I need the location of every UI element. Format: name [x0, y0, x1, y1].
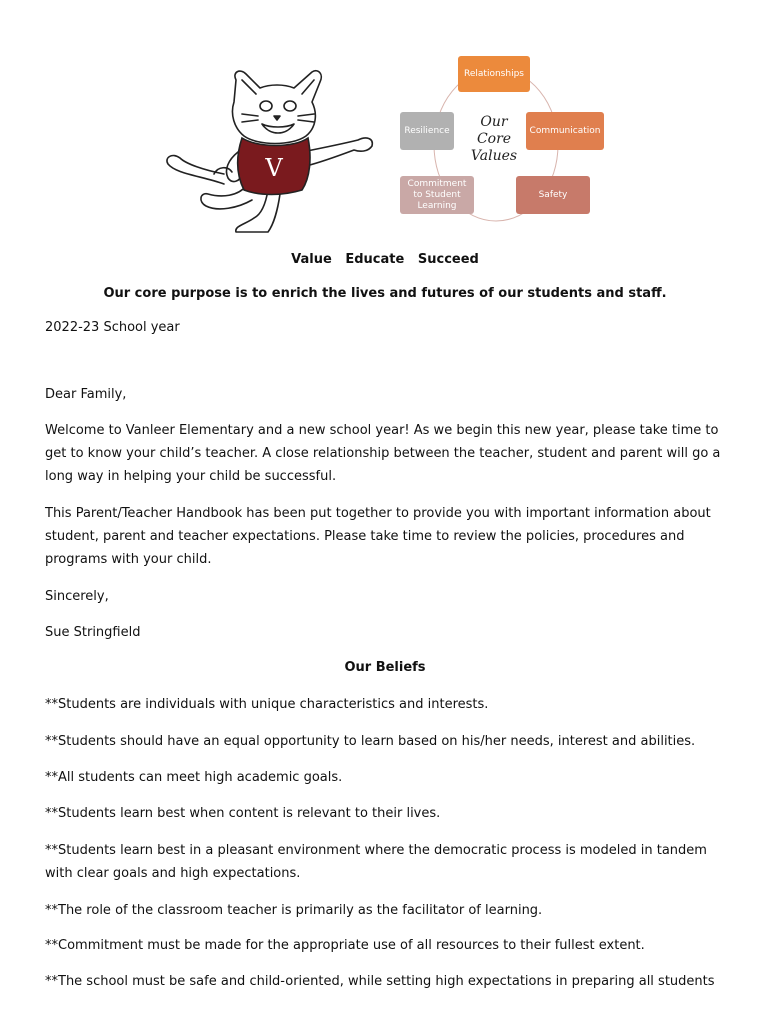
signature: Sue Stringfield — [45, 625, 141, 640]
belief-item: **Students are individuals with unique characteristics and interests. — [45, 697, 489, 712]
welcome-paragraph: Welcome to Vanleer Elementary and a new school year! As we begin this new year, please take time to get to know your child’s teacher. A close relationship between the teacher, student and parent will go a long way in helping your child be successful. — [45, 423, 721, 484]
greeting: Dear Family, — [45, 387, 127, 402]
core-values-title: Our Core Values — [470, 114, 518, 164]
core-values-diagram — [396, 52, 608, 228]
belief-item: **The school must be safe and child-oriented, while setting high expectations in preparing all students — [45, 974, 715, 989]
belief-item: **Students learn best in a pleasant environment where the democratic process is modeled in tandem with clear goals and high expectations. — [45, 843, 707, 881]
value-resilience: Resilience — [400, 112, 454, 150]
motto: Value Educate Succeed — [291, 252, 479, 267]
school-year: 2022-23 School year — [45, 320, 180, 335]
value-communication: Communication — [526, 112, 604, 150]
value-relationships: Relationships — [458, 56, 530, 92]
value-commitment: Commitment to Student Learning — [400, 176, 474, 214]
belief-item: **The role of the classroom teacher is primarily as the facilitator of learning. — [45, 903, 543, 918]
belief-item: **Students should have an equal opportunity to learn based on his/her needs, interest and abilities. — [45, 734, 696, 749]
beliefs-title: Our Beliefs — [344, 660, 426, 675]
belief-item: **Commitment must be made for the appropriate use of all resources to their fullest extent. — [45, 938, 645, 953]
closing: Sincerely, — [45, 589, 109, 604]
belief-item: **Students learn best when content is relevant to their lives. — [45, 806, 441, 821]
value-safety: Safety — [516, 176, 590, 214]
wildcat-mascot-image — [162, 66, 382, 234]
shirt-letter: V — [265, 154, 283, 182]
handbook-paragraph: This Parent/Teacher Handbook has been put together to provide you with important information about student, parent and teacher expectations. Please take time to review the policies, procedures and programs with your child. — [45, 506, 711, 567]
core-purpose: Our core purpose is to enrich the lives and futures of our students and staff. — [103, 286, 667, 301]
belief-item: **All students can meet high academic goals. — [45, 770, 343, 785]
